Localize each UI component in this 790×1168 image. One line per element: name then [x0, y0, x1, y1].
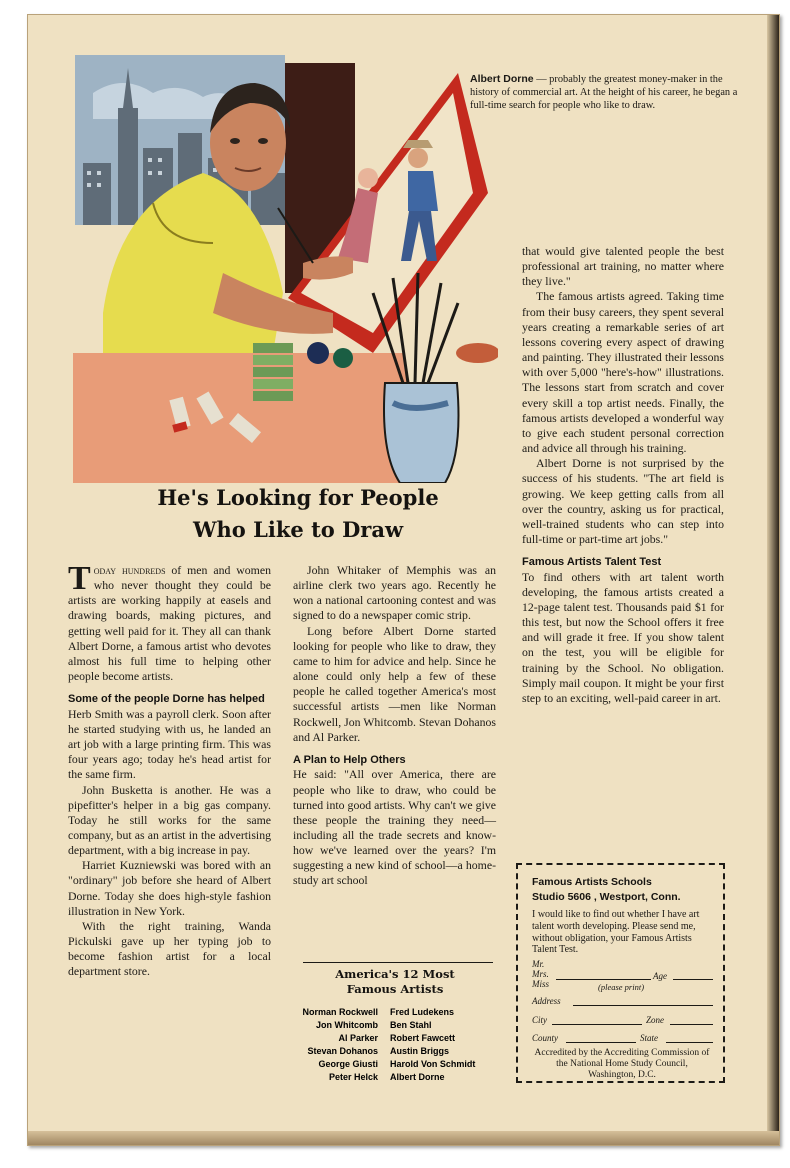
label-state: State — [640, 1033, 658, 1043]
headline-line2: Who Like to Draw — [192, 517, 404, 542]
cowboy-head — [408, 148, 428, 168]
artist-name: Norman Rockwell — [302, 1007, 378, 1017]
paragraph-john-busketta: John Busketta is another. He was a pipefitter's helper in a big gas company. Today he still works for the same company, but as an artist in the advertising department, with a big increase in pay. — [68, 782, 271, 858]
artist-name: Harold Von Schmidt — [390, 1059, 476, 1070]
artists-list-right — [390, 1006, 515, 1085]
label-miss: Miss — [532, 979, 550, 989]
artist-name: Albert Dorne — [390, 1072, 445, 1083]
paragraph-no-matter: that would give talented people the best professional art training, no matter where they live." — [522, 244, 724, 289]
intro-paragraph: of men and women who never thought they could be artists are working happily at easels and drawing boards, making pictures, and getting well paid for it. They all can thank Albert Dorne, a famous artist who devotes almost his full time to helping other people become artists. — [68, 563, 271, 684]
subhead-talent-test: Famous Artists Talent Test — [522, 556, 662, 569]
coupon-accreditation: Accredited by the Accrediting Commission of the National Home Study Council, Washington, D.C. — [534, 1048, 710, 1081]
coupon-school: Famous Artists Schools — [532, 876, 652, 888]
address-field[interactable] — [573, 1005, 713, 1006]
page-spine — [767, 15, 779, 1145]
subhead-plan: A Plan to Help Others — [293, 753, 406, 766]
artists-title — [290, 967, 500, 997]
headline-line1: He's Looking for People — [157, 485, 439, 510]
label-age: Age — [653, 971, 667, 981]
artist-name: Stevan Dohanos — [307, 1046, 378, 1057]
paragraph-john-whitaker: John Whitaker of Memphis was an airline clerk two years ago. Recently he won a national cartooning contest and was signed to do a newspaper comic strip. — [293, 563, 496, 623]
county-field[interactable] — [566, 1042, 636, 1043]
artists-divider — [303, 962, 493, 963]
caption-text: — probably the greatest money-maker in the history of commercial art. At the height of his career, he began a full-time search for people who like to draw. — [470, 74, 738, 111]
artist-name: George Giusti — [318, 1059, 378, 1070]
column-2 — [293, 563, 496, 889]
headline — [88, 482, 508, 546]
paint-bowl — [456, 343, 498, 363]
column-3 — [522, 244, 724, 706]
label-zone: Zone — [646, 1015, 664, 1025]
zone-field[interactable] — [670, 1024, 713, 1025]
state-field[interactable] — [666, 1042, 713, 1043]
label-city: City — [532, 1015, 547, 1025]
artist-illustration — [73, 53, 498, 483]
page-bottom-edge — [28, 1131, 779, 1145]
artists-title-line2: Famous Artists — [346, 982, 444, 996]
coupon-title — [532, 875, 681, 905]
caption-name: Albert Dorne — [470, 73, 534, 85]
paragraph-long-before: Long before Albert Dorne started looking for people who like to draw, they came to him for advice and help. Since he alone could only help a few of these people he called together America's most successful artists —men like Norman Rockwell, Jon Whitcomb. Stevan Dohanos and Al Parker. — [293, 623, 496, 744]
illustration-caption — [470, 73, 740, 112]
magazine-page — [27, 14, 780, 1146]
paragraph-herb-smith: Herb Smith was a payroll clerk. Soon after he started studying with us, he landed an art job with a large printing firm. This was four years ago; today he's head artist for the same firm. — [68, 706, 271, 782]
artist-name: Austin Briggs — [390, 1046, 450, 1057]
artist-name: Robert Fawcett — [390, 1033, 456, 1044]
artist-name: Jon Whitcomb — [316, 1020, 378, 1031]
artist-name: Fred Ludekens — [390, 1007, 455, 1017]
canvas-figure-head — [358, 168, 378, 188]
age-field[interactable] — [673, 979, 713, 980]
label-mr: Mr. — [532, 959, 545, 969]
artist-name: Al Parker — [338, 1033, 378, 1044]
paragraph-wanda: With the right training, Wanda Pickulski gave up her typing job to become fashion artist for a local department store. — [68, 918, 271, 979]
paragraph-not-surprised: Albert Dorne is not surprised by the success of his students. "The art field is growing. We keep getting calls from all over the country, asking us for practical, well-trained students who can step into full-time or part-time art jobs." — [522, 456, 724, 546]
intro-smallcaps: oday hundreds — [93, 563, 166, 577]
artists-title-line1: America's 12 Most — [335, 967, 455, 981]
label-please-print: (please print) — [598, 982, 645, 992]
coupon-studio: Studio 5606 , Westport, Conn. — [532, 891, 681, 903]
paragraph-talent-test: To find others with art talent worth developing, the famous artists created a 12-page talent test. Thousands paid $1 for this test, but now the School offers it free and will grade it free. If you show talent on the test, you will be eligible for training by the School. No obligation. Simply mail coupon. It might be your first step to an exciting, well-paid career in art. — [522, 569, 724, 705]
label-address: Address — [532, 996, 561, 1006]
artist-name: Ben Stahl — [390, 1020, 432, 1031]
name-field[interactable] — [556, 979, 651, 980]
paragraph-harriet: Harriet Kuzniewski was bored with an "ordinary" job before she heard of Albert Dorne. Today she does high-style fashion illustration in New York. — [68, 858, 271, 918]
label-mrs: Mrs. — [532, 969, 549, 979]
artists-list-left — [278, 1006, 378, 1085]
paragraph-he-said: He said: "All over America, there are people who like to draw, who could be turned into good artists. Why can't we give these people the training they need—including all the trade secrets and know-how we've learned over the years? I'm suggesting a new kind of school—a home-study art school — [293, 767, 496, 888]
city-field[interactable] — [552, 1024, 642, 1025]
paragraph-artists-agreed: The famous artists agreed. Taking time from their busy careers, they spent several years creating a remarkable series of art lessons covering every aspect of drawing and painting. They illustrated their lessons with over 5,000 "here's-how" illustrations. The lessons start from scratch and cover every skill a top artist needs. Finally, the famous artists developed a wonderful way to give each student personal correction and advice all through his training. — [522, 289, 724, 456]
mail-coupon[interactable] — [516, 863, 725, 1083]
column-1 — [68, 560, 271, 980]
cowboy-body — [408, 171, 438, 211]
subhead-people-helped: Some of the people Dorne has helped — [68, 693, 265, 706]
artist-name: Peter Helck — [328, 1072, 378, 1083]
cowboy-hat — [403, 140, 433, 148]
coupon-body: I would like to find out whether I have art talent worth developing. Please send me, without obligation, your Famous Artists Talent Test. — [532, 909, 700, 956]
drop-cap: T — [68, 560, 91, 597]
label-county: County — [532, 1033, 558, 1043]
